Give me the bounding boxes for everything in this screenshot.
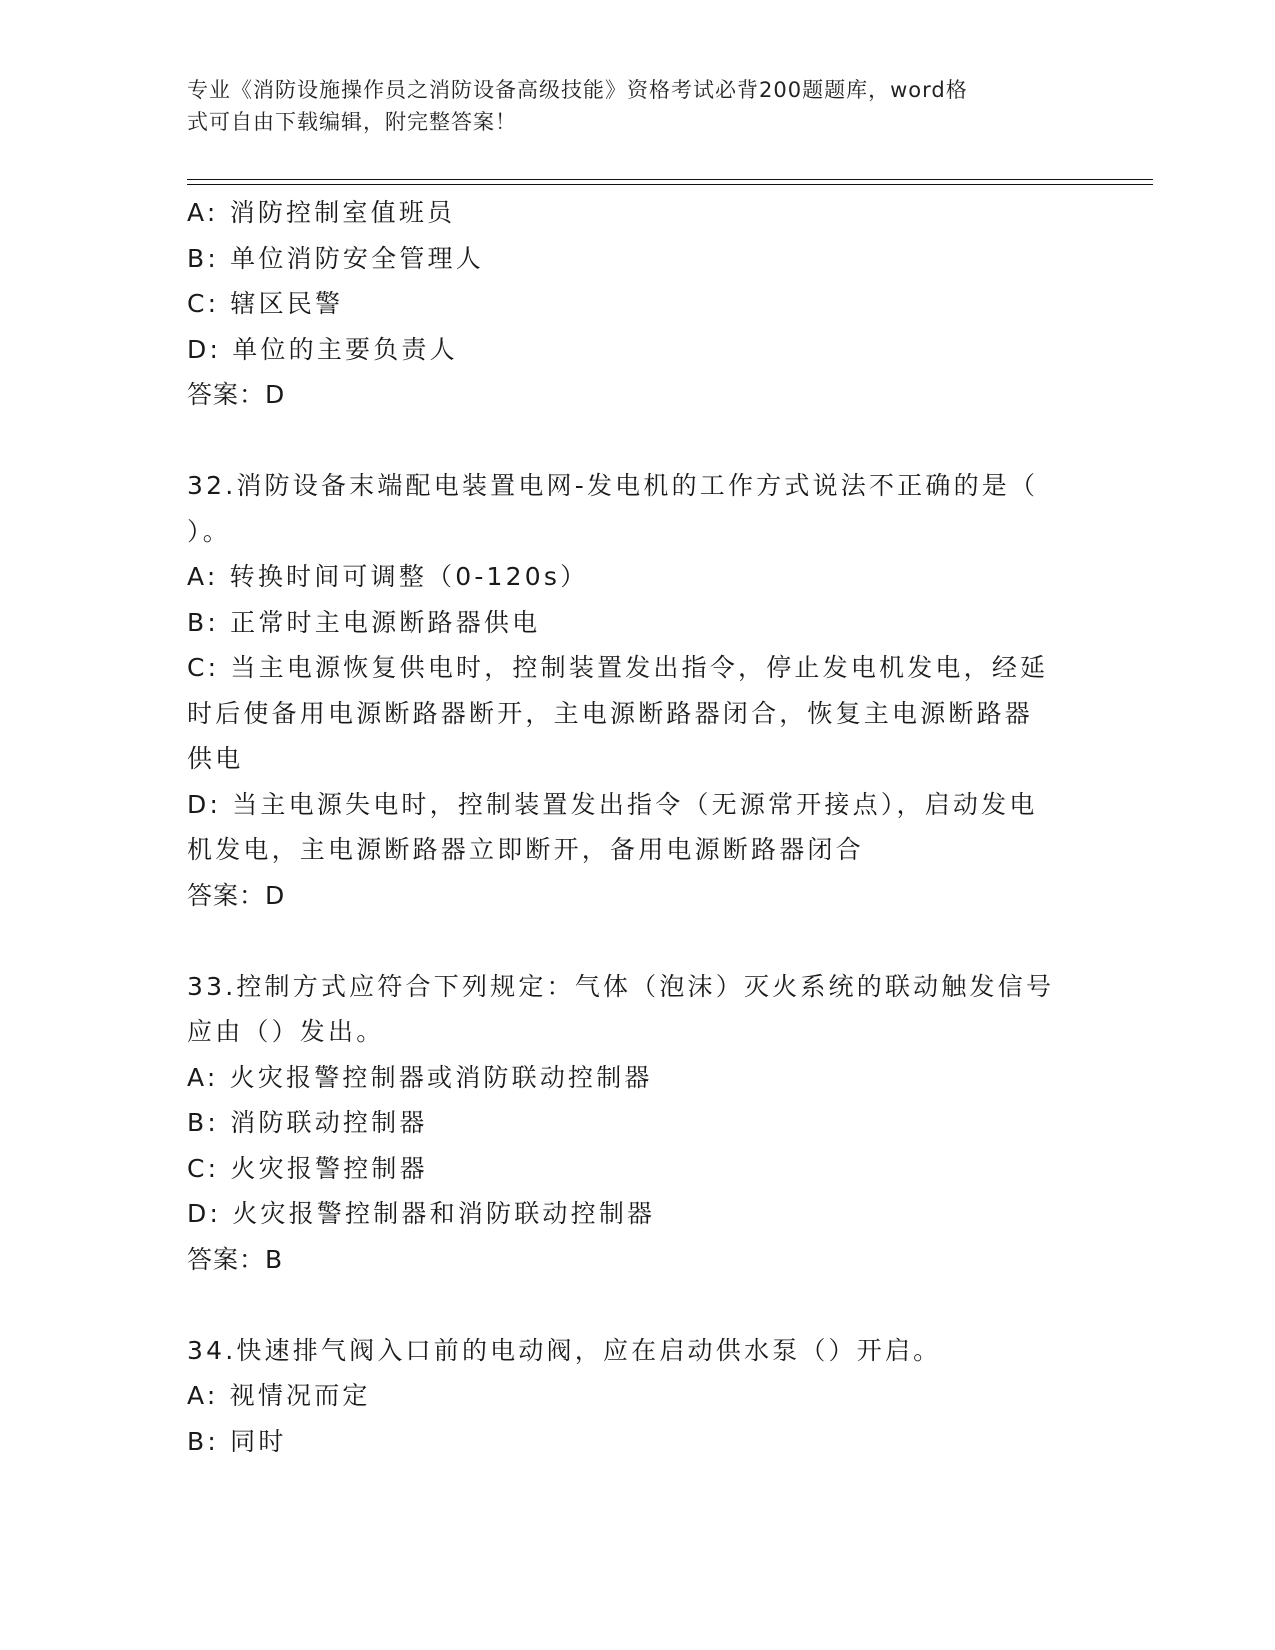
question-stem-line: 34.快速排气阀入口前的电动阀，应在启动供水泵（）开启。 xyxy=(187,1335,942,1365)
option-b: B: 单位消防安全管理人 xyxy=(187,243,484,273)
question-33 xyxy=(187,964,1077,1283)
option-a: A: 视情况而定 xyxy=(187,1381,371,1410)
question-gap xyxy=(187,918,1077,964)
question-31-continued xyxy=(187,190,1077,418)
question-stem-line: ）。 xyxy=(187,516,231,546)
header-line-1: 专业《消防设施操作员之消防设备高级技能》资格考试必背200题题库，word格 xyxy=(187,78,968,102)
option-c: C: 辖区民警 xyxy=(187,289,344,318)
question-stem-line: 32.消防设备末端配电装置电网-发电机的工作方式说法不正确的是（ xyxy=(187,471,1039,500)
header-divider-bottom xyxy=(187,184,1153,185)
question-content xyxy=(187,190,1077,1464)
question-32 xyxy=(187,463,1077,918)
option-d: D: 当主电源失电时，控制装置发出指令（无源常开接点），启动发电 xyxy=(187,789,1038,819)
answer-line: 答案：D xyxy=(187,380,286,409)
header-line-2: 式可自由下载编辑，附完整答案！ xyxy=(187,110,517,134)
option-d-continued: 机发电，主电源断路器立即断开，备用电源断路器闭合 xyxy=(187,835,864,864)
option-c: C: 火灾报警控制器 xyxy=(187,1153,428,1183)
header-divider-top xyxy=(187,179,1153,180)
question-stem-line: 应由（）发出。 xyxy=(187,1017,385,1046)
question-gap xyxy=(187,1282,1077,1328)
option-a: A: 转换时间可调整（0-120s） xyxy=(187,562,589,591)
question-gap xyxy=(187,418,1077,464)
answer-line: 答案：D xyxy=(187,880,286,910)
option-c-continued: 供电 xyxy=(187,744,244,773)
option-a: A: 火灾报警控制器或消防联动控制器 xyxy=(187,1062,653,1092)
option-a: A: 消防控制室值班员 xyxy=(187,198,456,227)
option-d: D: 火灾报警控制器和消防联动控制器 xyxy=(187,1199,656,1228)
option-b: B: 消防联动控制器 xyxy=(187,1108,428,1137)
option-b: B: 正常时主电源断路器供电 xyxy=(187,607,541,637)
option-d: D: 单位的主要负责人 xyxy=(187,334,458,364)
option-b: B: 同时 xyxy=(187,1426,287,1456)
option-c-continued: 时后使备用电源断路器断开，主电源断路器闭合，恢复主电源断路器 xyxy=(187,698,1034,728)
question-34 xyxy=(187,1328,1077,1465)
question-stem-line: 33.控制方式应符合下列规定：气体（泡沫）灭火系统的联动触发信号 xyxy=(187,971,1055,1001)
option-c: C: 当主电源恢复供电时，控制装置发出指令，停止发电机发电，经延 xyxy=(187,653,1049,682)
answer-line: 答案：B xyxy=(187,1244,284,1274)
document-header xyxy=(187,74,1067,138)
